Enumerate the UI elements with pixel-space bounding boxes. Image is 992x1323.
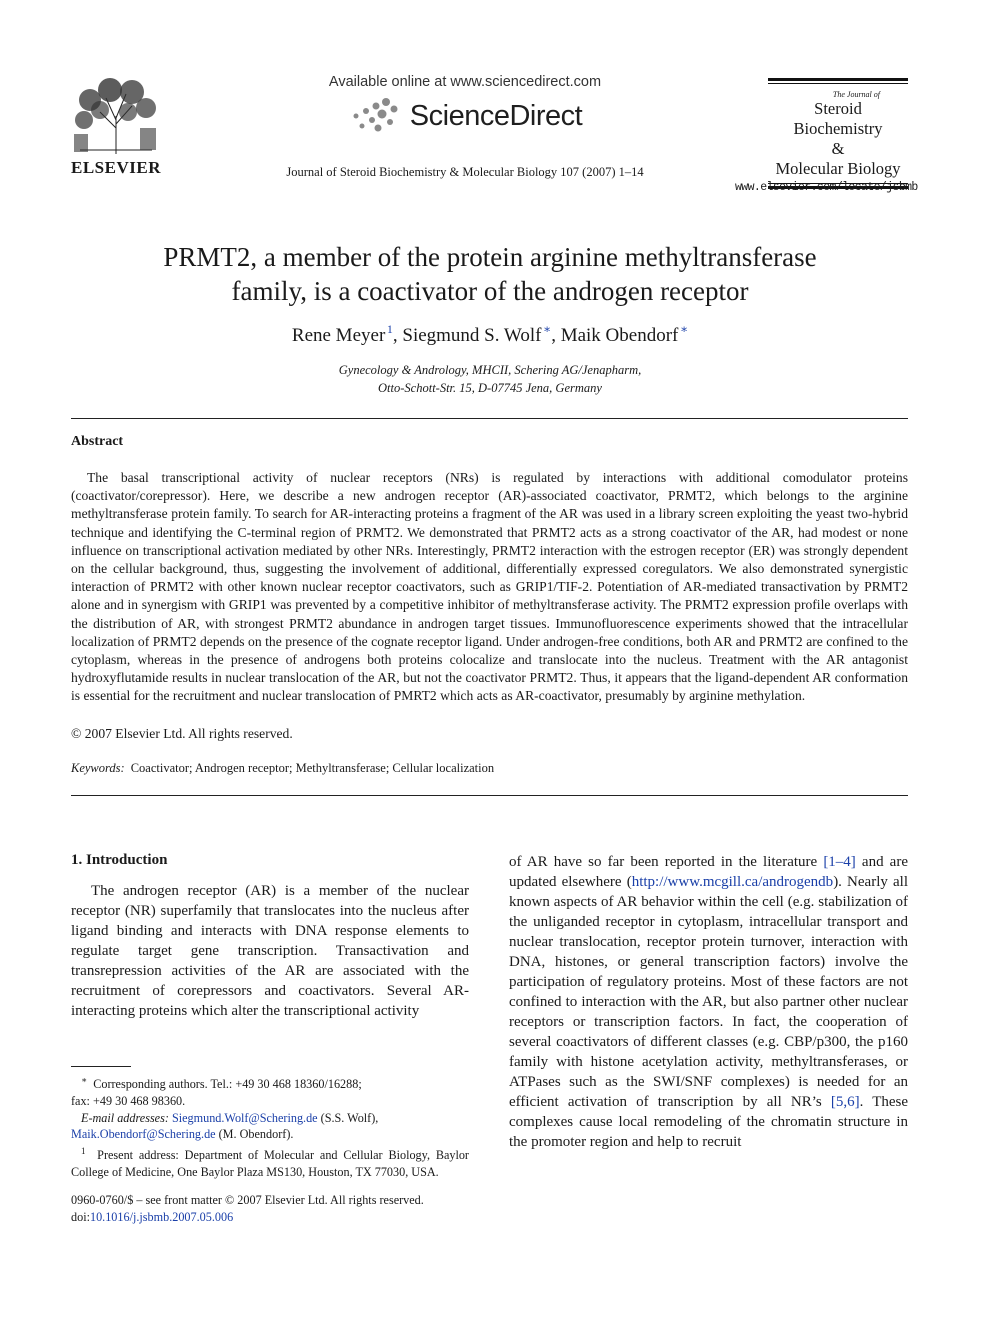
email-label: E-mail addresses: — [81, 1110, 169, 1125]
doi-link[interactable]: 10.1016/j.jsbmb.2007.05.006 — [89, 1210, 234, 1224]
doi-line — [71, 1209, 424, 1226]
sciencedirect-wordmark: ScienceDirect — [409, 99, 583, 132]
email-footnote — [71, 1110, 469, 1144]
issn-line: 0960-0760/$ – see front matter © 2007 Elsevier Ltd. All rights reserved. — [71, 1193, 424, 1207]
keywords-list: Coactivator; Androgen receptor; Methyltransferase; Cellular localization — [130, 761, 495, 775]
email-owner: (M. Obendorf). — [215, 1127, 294, 1142]
present-address-footnote — [71, 1143, 469, 1181]
footnotes — [71, 1072, 469, 1181]
sciencedirect-logo — [300, 96, 630, 136]
text-run: ). Nearly all known aspects of AR behavior within the cell (e.g. stabilization of the unliganded receptor in cytoplasm, intracellular transport and nuclear translocation, receptor protein turnover, interaction with DNA, histones, or general transcription factors) involve the participation of regulatory proteins. Most of these factors are not confined to interaction with the AR, but also partner other nuclear receptors or transcription factors. In fact, the cooperation of several coactivators of different classes (e.g. CBP/p300, the p160 family with histone acetylation activity, methyltransferases, or ATPases such as the SWI/SNF complexes) is needed for an efficient activation of transcription by all NR’s — [509, 874, 908, 1110]
author-footnote-mark[interactable]: 1 — [386, 322, 393, 336]
journal-box-the: The Journal of — [832, 90, 880, 99]
elsevier-wordmark: ELSEVIER — [71, 158, 161, 177]
author-name: Siegmund S. Wolf — [402, 325, 542, 346]
footnote-mark: 1 — [81, 1146, 86, 1157]
footnote-mark: ∗ — [81, 1075, 88, 1085]
corresponding-footnote — [71, 1072, 469, 1093]
abstract-copyright: © 2007 Elsevier Ltd. All rights reserved. — [71, 726, 293, 741]
email-owner: (S.S. Wolf), — [317, 1110, 379, 1125]
intro-paragraph-left: The androgen receptor (AR) is a member of the nuclear receptor (NR) superfamily that translocates into the nucleus after ligand binding and interacts with DNA response elements to regulate target gene transcription. Transactivation and transrepression activities of the AR are associated with the recruitment of corepressors and coactivators. Several AR-interacting proteins which alter the transcriptional activity — [71, 883, 469, 1019]
abstract-text: The basal transcriptional activity of nuclear receptors (NRs) is regulated by interactions with additional comodulator proteins (coactivator/corepressor). Here, we describe a new androgen receptor (AR)-associated coactivator, PRMT2, which belongs to the arginine methyltransferase protein family. To search for AR-interacting proteins a fragment of the AR was used in a library screen exploiting the yeast two-hybrid technique and identifying the C-terminal region of PRMT2. We demonstrated that PRMT2 acts as a strong coactivator of the AR, had modest or none influence on transcriptional activation mediated by other NRs. Interestingly, PRMT2 interaction with the estrogen receptor (ER) was strongly dependent on the cellular background, thus, suggesting the involvement of additional, differentially expressed coregulators. We also demonstrated synergistic interaction of PRMT2 with other known nuclear receptor coactivators, such as GRIP1/TIF-2. Potentiation of AR-mediated transactivation by PRMT2 alone and in synergism with GRIP1 was prevented by a competitive inhibitor of methyltransferase activity. The PRMT2 expression profile overlaps with the distribution of AR, with strongest PRMT2 abundance in androgen target tissues. Immunofluorescence experiments showed that the intracellular localization of PRMT2 depends on the presence of the cognate receptor ligand. Under androgen-free conditions, both AR and PRMT2 are confined to the cytoplasm, whereas in the presence of androgens both proteins colocalize and translocate into the nucleus. Treatment with the AR antagonist hydroxyflutamide results in nuclear translocation of the AR, but not the coactivator PRMT2. Thus, it appears that the ligand-dependent AR conformation is essential for the recruitment and nuclear translocation of PMRT2 which acts as AR-coactivator, presumably by arginine methylation. — [71, 470, 908, 704]
journal-title-box — [768, 78, 908, 189]
text-run: . These complexes cause local remodeling of the chromatin structure in the promoter region and help to recruit — [509, 1094, 909, 1150]
email-link-wolf[interactable]: Siegmund.Wolf@Schering.de — [171, 1110, 318, 1125]
article-title — [100, 240, 880, 308]
article-title-line2: family, is a coactivator of the androgen receptor — [231, 276, 749, 306]
author-name: Maik Obendorf — [560, 325, 679, 346]
journal-reference: Journal of Steroid Biochemistry & Molecular Biology 107 (2007) 1–14 — [286, 165, 644, 179]
journal-box-line1: Steroid Biochemistry — [793, 99, 883, 138]
author-footnote-mark[interactable]: ∗ — [679, 322, 689, 336]
elsevier-logo — [70, 76, 162, 178]
journal-box-line3: Molecular Biology — [775, 159, 901, 178]
doi-label: doi: — [71, 1210, 90, 1224]
journal-box-line2: & — [831, 139, 845, 158]
keywords — [71, 761, 494, 776]
journal-url-link[interactable]: www.elsevier.com/locate/jsbmb — [735, 181, 918, 194]
article-title-line1: PRMT2, a member of the protein arginine methyltransferase — [163, 242, 817, 272]
affiliation — [100, 361, 880, 397]
abstract-heading: Abstract — [71, 434, 124, 449]
text-run: and are updated elsewhere ( — [509, 854, 908, 890]
text-run: of AR have so far been reported in the literature — [509, 854, 824, 870]
androgendb-link[interactable]: http://www.mcgill.ca/androgendb — [631, 874, 834, 890]
present-address-text: Present address: Department of Molecular and Cellular Biology, Baylor College of Medicine, One Baylor Plaza MS130, Houston, TX 77030, USA. — [71, 1148, 469, 1180]
email-link-obendorf[interactable]: Maik.Obendorf@Schering.de — [71, 1127, 216, 1142]
affiliation-line1: Gynecology & Andrology, MHCII, Schering AG/Jenapharm, — [338, 363, 642, 377]
divider — [71, 418, 908, 419]
affiliation-line2: Otto-Schott-Str. 15, D-07745 Jena, Germany — [378, 381, 602, 395]
reference-link[interactable]: [5,6] — [830, 1094, 860, 1110]
journal-box-top-rule — [768, 78, 908, 84]
divider — [71, 795, 908, 796]
left-column — [71, 852, 469, 1021]
reference-link[interactable]: [1–4] — [823, 854, 856, 870]
keywords-label: Keywords: — [71, 761, 125, 775]
available-online-text[interactable]: Available online at www.sciencedirect.com — [328, 74, 602, 90]
section-heading: 1. Introduction — [71, 852, 168, 868]
front-matter — [71, 1192, 424, 1226]
author-list: Rene Meyer $^1$, Siegmund S. Wolf ∗, Maik Obendorf ∗ — [291, 322, 689, 346]
author-footnote-mark[interactable]: ∗ — [543, 322, 552, 336]
sciencedirect-header — [300, 74, 630, 136]
corresponding-text: Corresponding authors. Tel.: +49 30 468 18360/16288; — [93, 1077, 362, 1092]
author-name: Rene Meyer — [291, 325, 386, 346]
footnote-rule — [71, 1066, 131, 1067]
intro-paragraph-right — [509, 852, 908, 1152]
sciencedirect-dots-icon — [348, 96, 404, 136]
elsevier-tree-icon — [70, 76, 162, 156]
right-column — [509, 852, 908, 1152]
fax-line: fax: +49 30 468 98360. — [71, 1093, 186, 1108]
